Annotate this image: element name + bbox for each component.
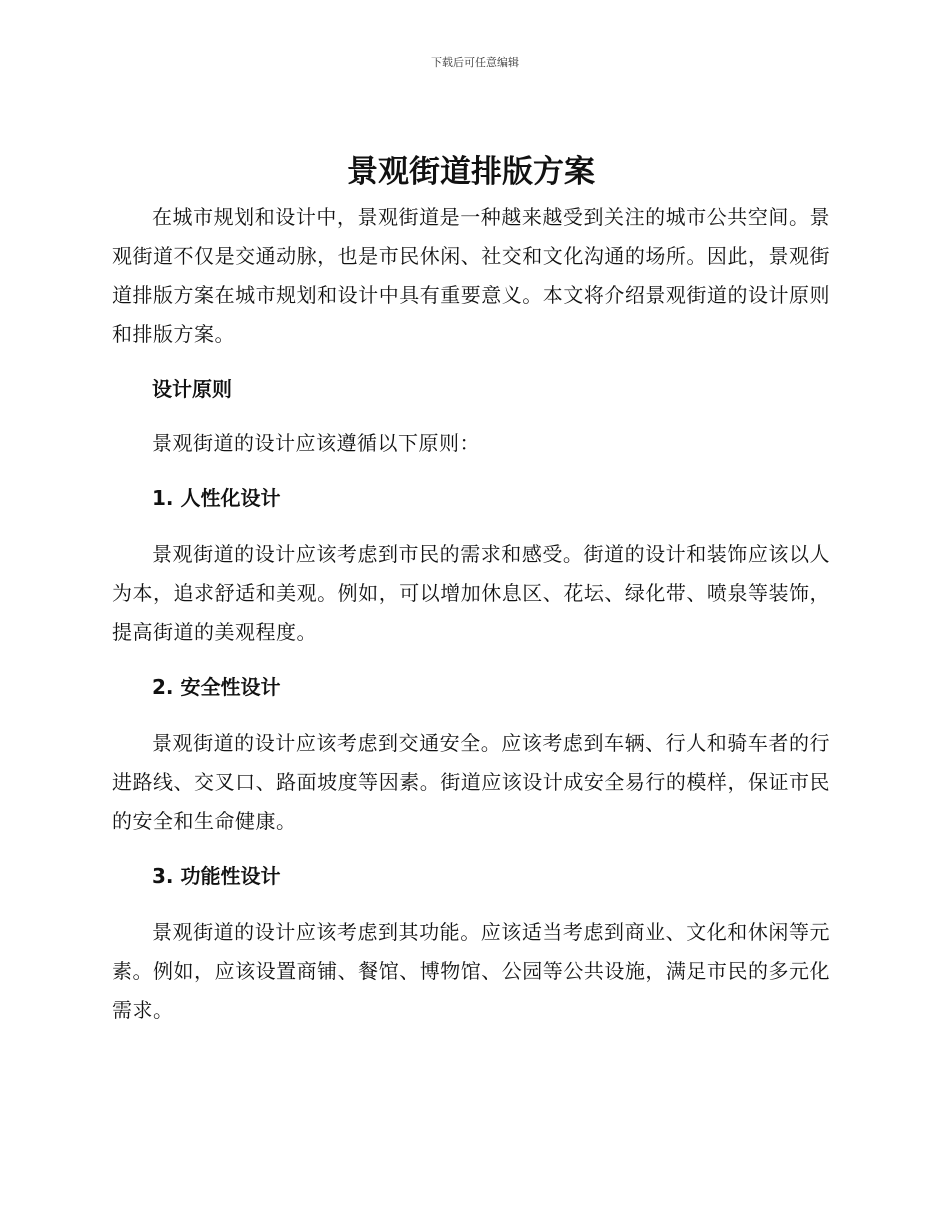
document-content [112,150,830,1030]
intro-paragraph: 在城市规划和设计中，景观街道是一种越来越受到关注的城市公共空间。景观街道不仅是交通动脉，也是市民休闲、社交和文化沟通的场所。因此，景观街道排版方案在城市规划和设计中具有重要意义。本文将介绍景观街道的设计原则和排版方案。 [112,205,830,346]
principle-heading-3: 3. 功能性设计 [152,864,281,888]
principle-body-2: 景观街道的设计应该考虑到交通安全。应该考虑到车辆、行人和骑车者的行进路线、交叉口、路面坡度等因素。街道应该设计成安全易行的模样，保证市民的安全和生命健康。 [112,731,830,833]
principle-heading-1: 1. 人性化设计 [152,486,281,510]
principle-body-3: 景观街道的设计应该考虑到其功能。应该适当考虑到商业、文化和休闲等元素。例如，应该设置商铺、餐馆、博物馆、公园等公共设施，满足市民的多元化需求。 [112,920,830,1022]
section-lead-paragraph: 景观街道的设计应该遵循以下原则： [152,431,480,455]
principle-heading-2: 2. 安全性设计 [152,675,281,699]
section-heading: 设计原则 [152,377,232,401]
principle-body-1: 景观街道的设计应该考虑到市民的需求和感受。街道的设计和装饰应该以人为本，追求舒适和美观。例如，可以增加休息区、花坛、绿化带、喷泉等装饰，提高街道的美观程度。 [112,542,830,644]
header-note: 下载后可任意编辑 [431,56,519,69]
document-title: 景观街道排版方案 [347,154,595,190]
